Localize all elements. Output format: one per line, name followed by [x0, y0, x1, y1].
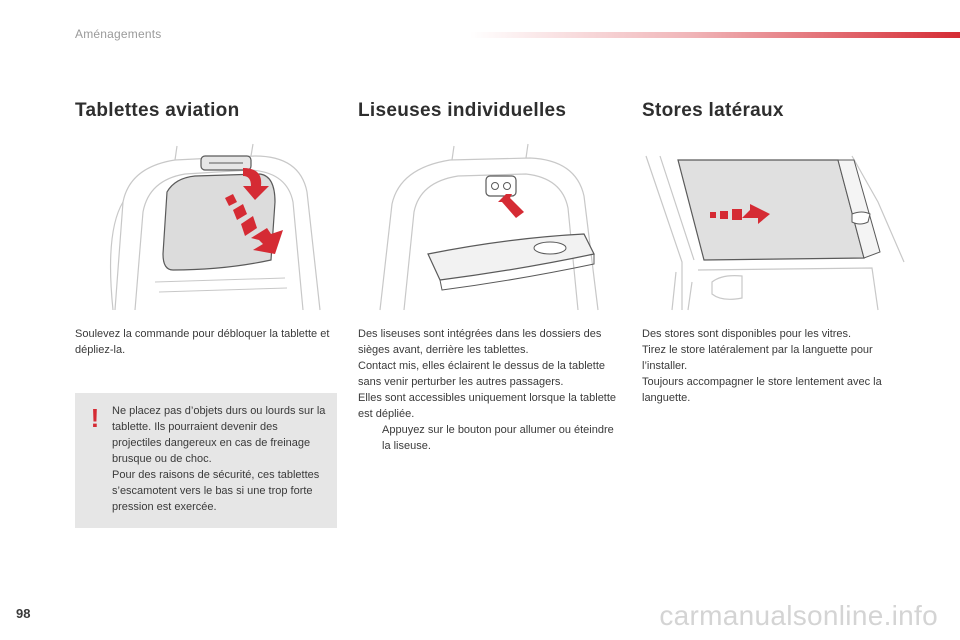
section-tray-tables — [75, 100, 345, 358]
reading-lights-description — [358, 326, 620, 454]
section-reading-lights — [358, 100, 620, 454]
section-title-tray-tables: Tablettes aviation — [75, 100, 240, 121]
warning-paragraph: Ne placez pas d’objets durs ou lourds sur la tablette. Ils pourraient devenir des projectiles dangereux en cas de freinage brusque ou de choc. — [112, 405, 326, 465]
exclamation-icon: ! — [90, 403, 100, 433]
bullet-marker — [358, 422, 382, 454]
paragraph: Tirez le store latéralement par la languette pour l’installer. — [642, 344, 873, 372]
section-sunblinds — [642, 100, 907, 406]
warning-paragraph: Pour des raisons de sécurité, ces tablettes s’escamotent vers le bas si une trop forte pression est exercée. — [112, 469, 320, 513]
paragraph: Soulevez la commande pour débloquer la tablette et dépliez-la. — [75, 328, 330, 356]
tray-table-illustration — [75, 142, 345, 312]
reading-light-illustration — [358, 142, 620, 312]
paragraph: Des liseuses sont intégrées dans les dossiers des sièges avant, derrière les tablettes. — [358, 328, 602, 356]
paragraph: Toujours accompagner le store lentement avec la languette. — [642, 376, 882, 404]
section-header: Aménagements — [75, 27, 162, 41]
section-title-sunblinds: Stores latéraux — [642, 100, 784, 121]
paragraph: Contact mis, elles éclairent le dessus de la tablette sans venir perturber les autres passagers. — [358, 360, 606, 388]
paragraph: Elles sont accessibles uniquement lorsque la tablette est dépliée. — [358, 392, 617, 420]
warning-box — [75, 393, 337, 528]
paragraph: Des stores sont disponibles pour les vitres. — [642, 328, 852, 340]
sunblind-illustration — [642, 142, 907, 312]
header-accent-bar — [470, 32, 960, 38]
tray-tables-description — [75, 326, 345, 358]
section-title-reading-lights: Liseuses individuelles — [358, 100, 567, 121]
watermark: carmanualsonline.info — [659, 600, 938, 631]
warning-text — [112, 403, 328, 515]
page-number: 98 — [16, 606, 31, 621]
sunblinds-description — [642, 326, 907, 406]
bullet-item — [358, 422, 620, 454]
bullet-text: Appuyez sur le bouton pour allumer ou éteindre la liseuse. — [382, 424, 614, 452]
